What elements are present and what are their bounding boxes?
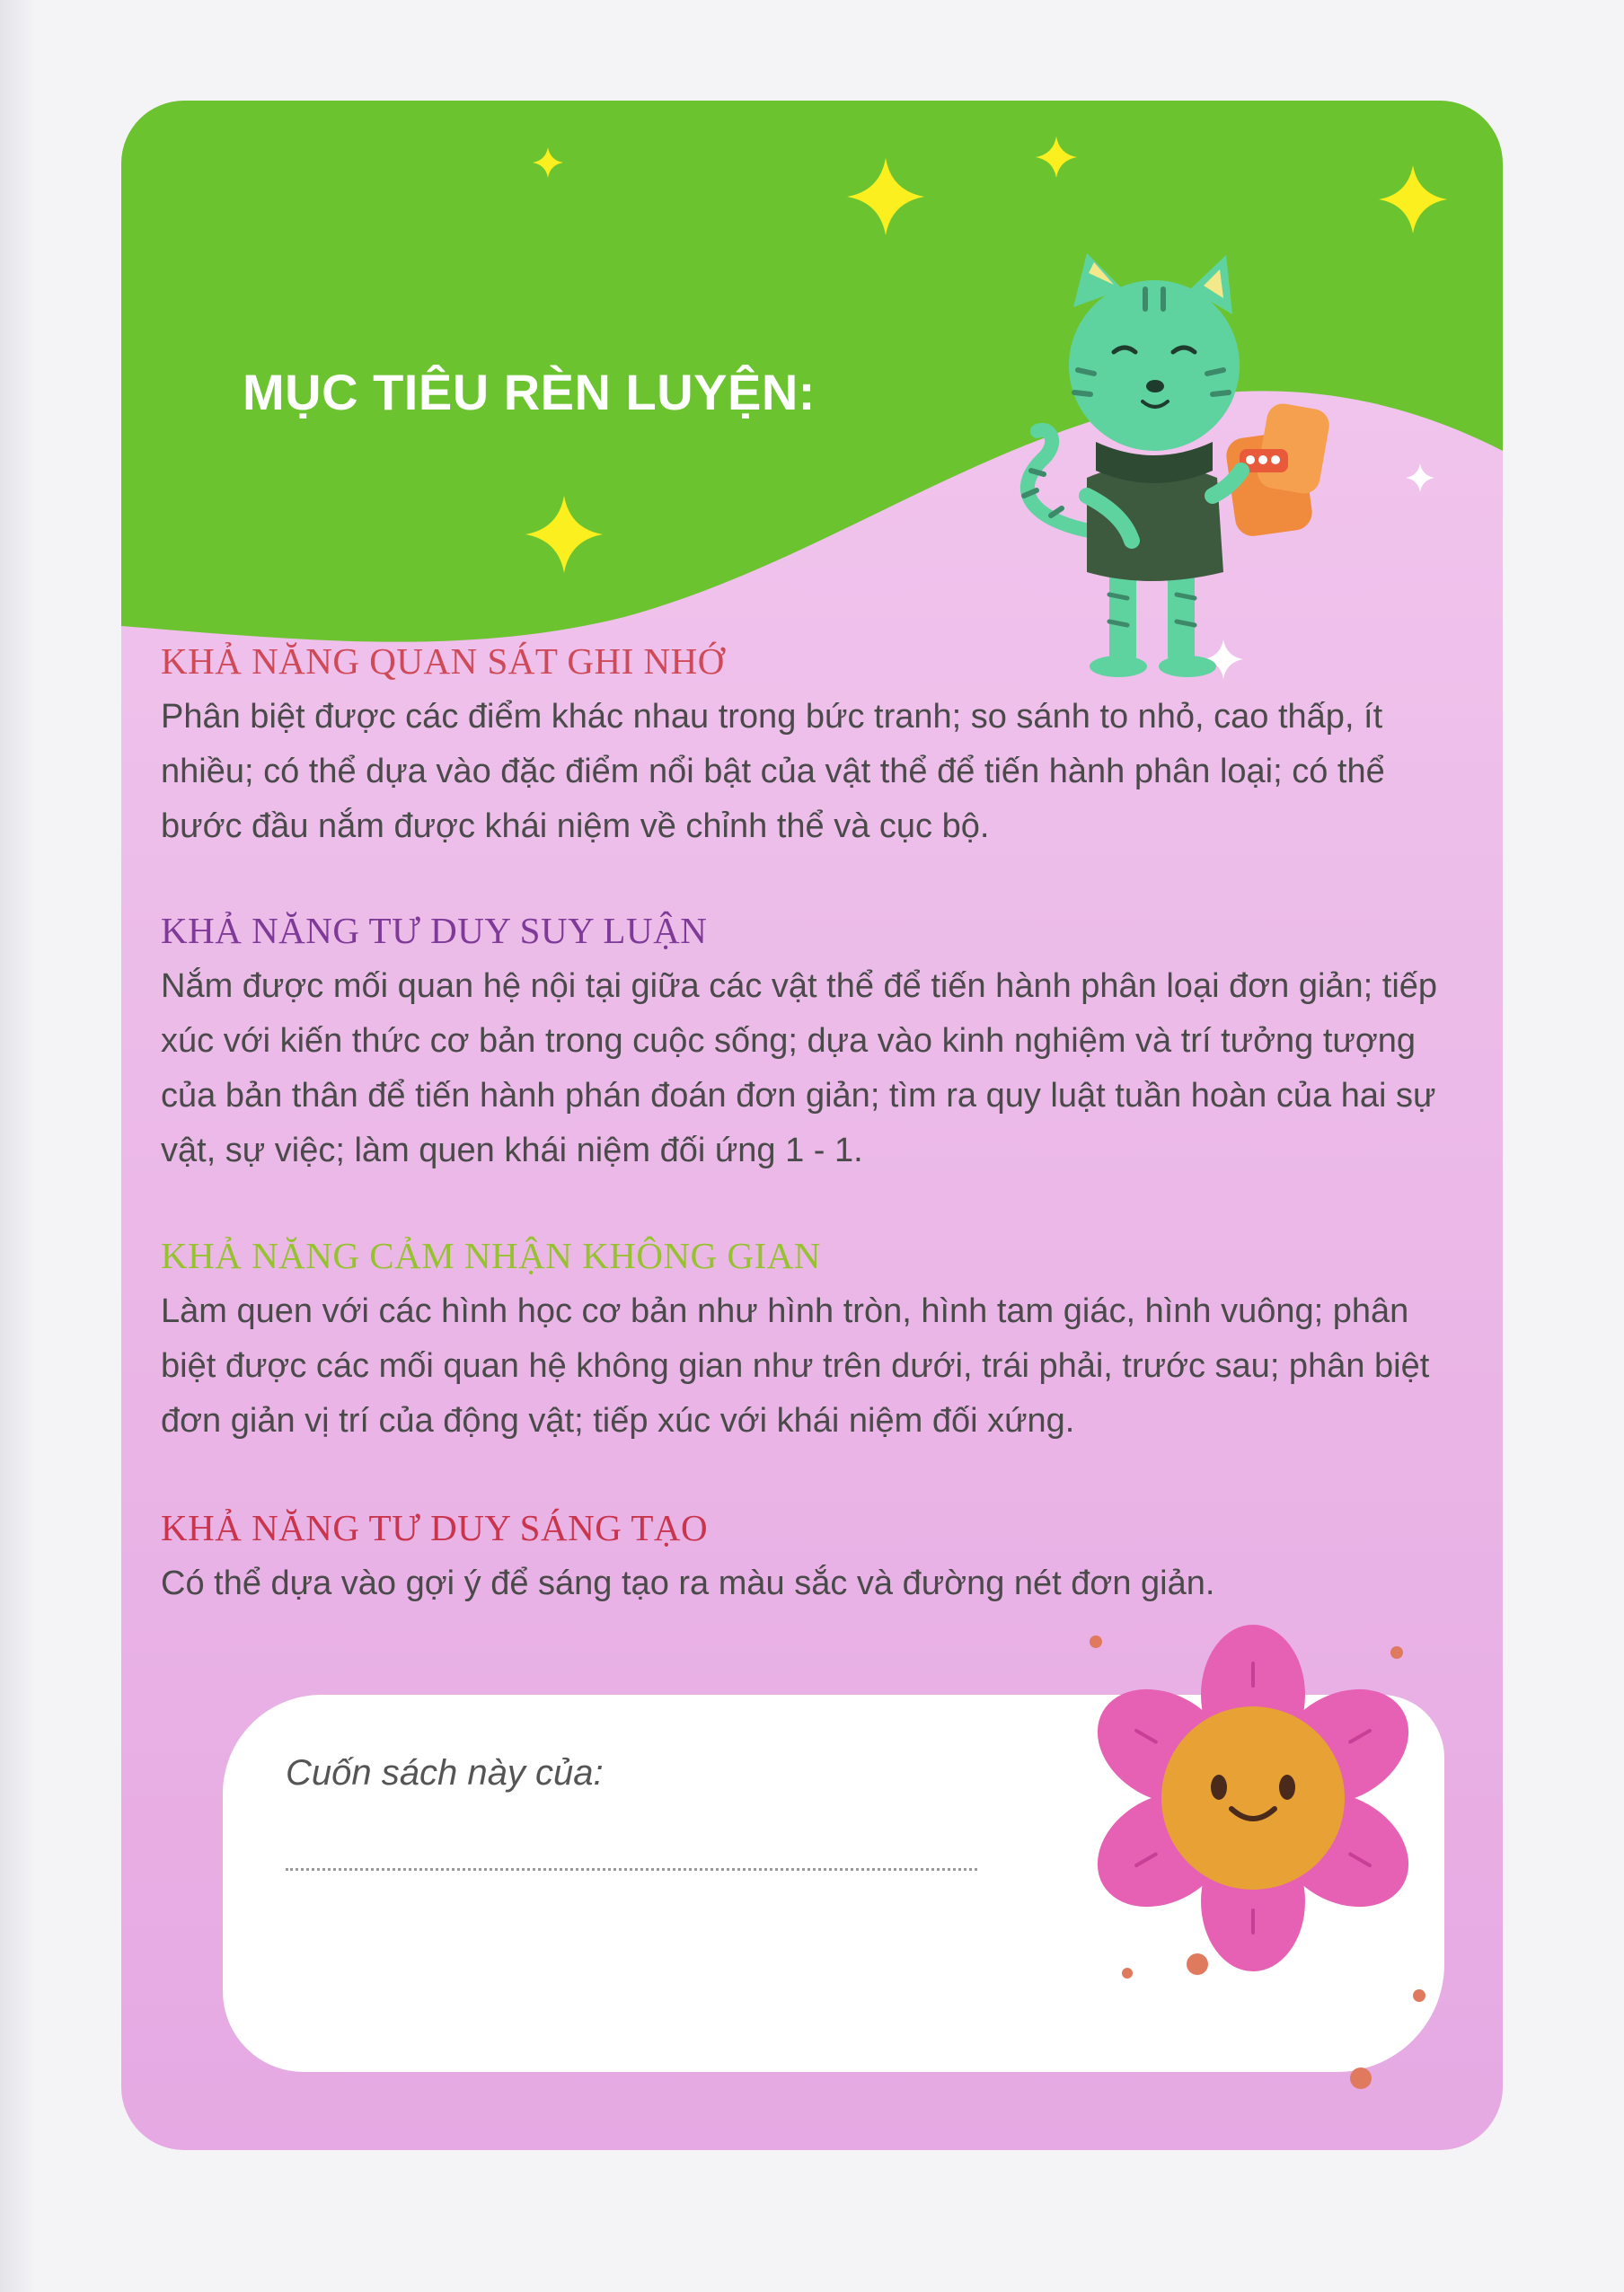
sparkle-icon (533, 147, 563, 178)
sparkle-icon (1379, 165, 1447, 234)
section-creative-thinking (161, 1506, 1454, 1611)
flower-illustration (1064, 1609, 1442, 2112)
section-body: Làm quen với các hình học cơ bản như hình tròn, hình tam giác, hình vuông; phân biệt được các mối quan hệ không gian như trên dưới, trái phải, trước sau; phân biệt đơn giản vị trí của động vật; tiếp xúc với khái niệm đối xứng. (161, 1292, 1430, 1440)
section-body: Phân biệt được các điểm khác nhau trong bức tranh; so sánh to nhỏ, cao thấp, ít nhiều; có thể dựa vào đặc điểm nổi bật của vật thể để tiến hành phân loại; có thể bước đầu nắm được khái niệm về chỉnh thể và cục bộ. (161, 698, 1385, 845)
page-title: MỤC TIÊU RÈN LUYỆN: (243, 364, 816, 420)
section-reasoning (161, 909, 1454, 1178)
sparkle-icon (847, 158, 924, 235)
goals-card (121, 101, 1503, 2150)
sparkle-icon (1036, 137, 1077, 178)
owner-label: Cuốn sách này của: (286, 1753, 604, 1793)
sparkle-icon (525, 496, 603, 573)
owner-name-line[interactable] (286, 1868, 977, 1871)
section-body: Có thể dựa vào gợi ý để sáng tạo ra màu sắc và đường nét đơn giản. (161, 1565, 1215, 1602)
section-spatial-perception (161, 1234, 1454, 1449)
section-heading: KHẢ NĂNG QUAN SÁT GHI NHỚ (161, 640, 725, 682)
section-body: Nắm được mối quan hệ nội tại giữa các vật thể để tiến hành phân loại đơn giản; tiếp xúc với kiến thức cơ bản trong cuộc sống; dựa vào kinh nghiệm và trí tưởng tượng của bản thân để tiến hành phán đoán đơn giản; tìm ra quy luật tuần hoàn của hai sự vật, sự việc; làm quen khái niệm đối ứng 1 - 1. (161, 967, 1438, 1169)
section-heading: KHẢ NĂNG CẢM NHẬN KHÔNG GIAN (161, 1235, 821, 1276)
cat-illustration (988, 235, 1347, 702)
section-observation-memory (161, 639, 1454, 854)
section-heading: KHẢ NĂNG TƯ DUY SÁNG TẠO (161, 1507, 709, 1548)
sparkle-icon (1406, 463, 1434, 492)
page-edge-shadow (0, 0, 36, 2292)
section-heading: KHẢ NĂNG TƯ DUY SUY LUẬN (161, 910, 708, 951)
